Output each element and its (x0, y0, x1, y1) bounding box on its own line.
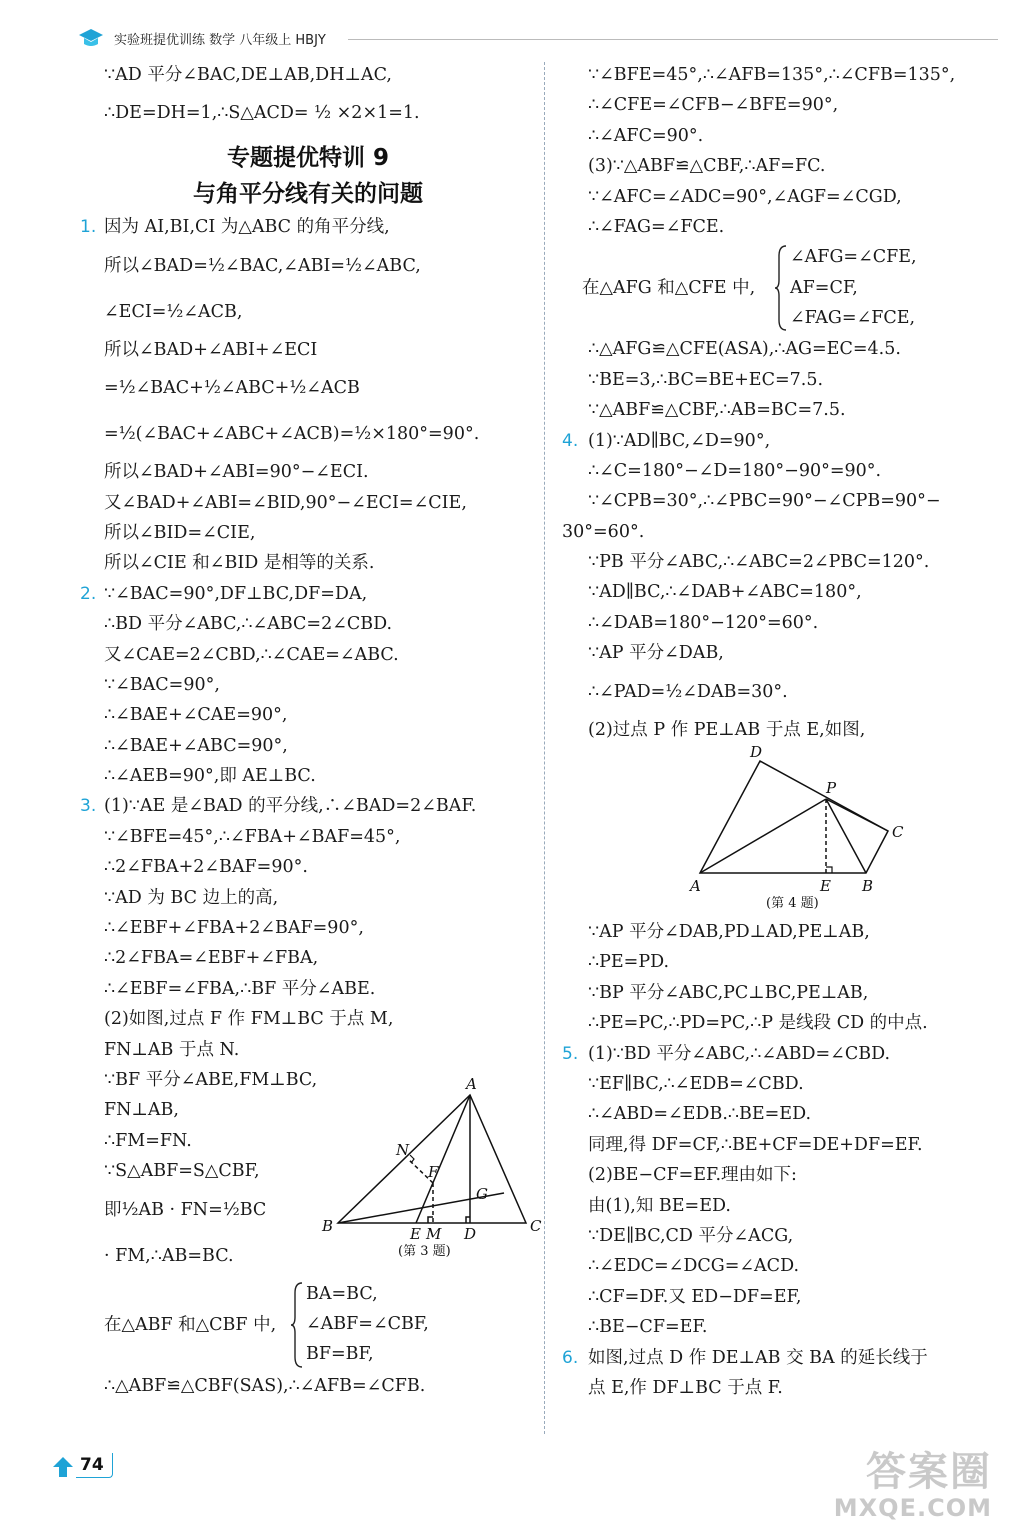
text-line: ∵BF 平分∠ABE,FM⊥BC, (104, 1069, 318, 1090)
text-line: ∵AD 为 BC 边上的高, (104, 887, 279, 908)
question-number: 5. (562, 1043, 579, 1064)
text-line: ∴∠DAB=180°−120°=60°. (588, 612, 819, 633)
figure-caption: (第 3 题) (398, 1244, 451, 1258)
text-line: · FM,∴AB=BC. (104, 1245, 234, 1266)
text-line: ∴2∠FBA=∠EBF+∠FBA, (104, 948, 319, 969)
text-line: ∴∠EDC=∠DCG=∠ACD. (588, 1256, 800, 1277)
text-line: ∵AD∥BC,∴∠DAB+∠ABC=180°, (588, 582, 862, 603)
figure-label: P (826, 779, 837, 798)
question-number: 1. (80, 217, 97, 238)
text-line: ∵∠BFE=45°,∴∠AFB=135°,∴∠CFB=135°, (588, 65, 956, 85)
brace-item: AF=CF, (790, 277, 858, 298)
text-line: ∵S△ABF=S△CBF, (104, 1161, 260, 1182)
text-line: ∵BP 平分∠ABC,PC⊥BC,PE⊥AB, (588, 982, 869, 1003)
watermark (812, 1440, 998, 1530)
text-line: 因为 AI,BI,CI 为△ABC 的角平分线, (104, 217, 390, 238)
text-line: ∵∠CPB=30°,∴∠PBC=90°−∠CPB=90°− (588, 491, 941, 512)
question-number: 4. (562, 430, 579, 451)
text-line: 所以∠BAD=½∠BAC,∠ABI=½∠ABC, (104, 255, 421, 276)
text-line: ∴∠ABD=∠EDB.∴BE=ED. (588, 1104, 812, 1125)
brace-item: ∠ABF=∠CBF, (306, 1313, 429, 1334)
text-line: ∵∠AFC=∠ADC=90°,∠AGF=∠CGD, (588, 186, 902, 207)
question-2 (80, 579, 536, 792)
figure-label: D (750, 745, 763, 762)
text-line: ∴PE=PD. (588, 952, 670, 973)
text-line: ∴∠EBF+∠FBA+2∠BAF=90°, (104, 918, 364, 939)
text-line: ∴2∠FBA+2∠BAF=90°. (104, 857, 308, 878)
figure-label: E (410, 1225, 421, 1244)
text-line: ∵DE∥BC,CD 平分∠ACG, (588, 1225, 794, 1246)
text-line: ∴△AFG≌△CFE(ASA),∴AG=EC=4.5. (588, 339, 901, 360)
brace-item: ∠AFG=∠CFE, (790, 247, 917, 268)
figure-label: C (530, 1217, 542, 1236)
graduation-cap-icon (78, 26, 104, 50)
figure-3 (316, 1073, 544, 1257)
text-line: ∵∠BAC=90°,DF⊥BC,DF=DA, (104, 583, 368, 604)
text-line: ∵∠BAC=90°, (104, 674, 220, 695)
question-number: 3. (80, 796, 97, 817)
figure-4 (682, 745, 912, 917)
text-line: ∵EF∥BC,∴∠EDB=∠CBD. (588, 1073, 804, 1094)
text-line: ∴∠C=180°−∠D=180°−90°=90°. (588, 460, 882, 481)
figure-label: N (396, 1141, 410, 1160)
question-5 (562, 1039, 1008, 1343)
text-line: (1)∵AE 是∠BAD 的平分线,∴∠BAD=2∠BAF. (104, 796, 477, 817)
figure-caption: (第 4 题) (766, 896, 819, 912)
text-line: 由(1),知 BE=ED. (588, 1195, 731, 1216)
figure-4-wrap (562, 745, 1008, 917)
text-line: ∴FM=FN. (104, 1130, 192, 1151)
text-line: 点 E,作 DF⊥BC 于点 F. (588, 1377, 783, 1398)
header-rule (348, 39, 998, 40)
left-column (80, 60, 542, 1401)
text-line: (2)过点 P 作 PE⊥AB 于点 E,如图, (588, 719, 866, 740)
page-header (78, 24, 998, 54)
text-line: (2)BE−CF=EF.理由如下: (588, 1165, 797, 1186)
figure-label: E (820, 877, 831, 896)
brace-item: ∠FAG=∠FCE, (790, 308, 916, 329)
text-line: ∴∠PAD=½∠DAB=30°. (588, 681, 788, 702)
text-line: ∴DE=DH=1,∴S△ACD= ½ ×2×1=1. (104, 103, 420, 124)
text-line: ∴∠FAG=∠FCE. (588, 216, 725, 237)
text-line: ∠ECI=½∠ACB, (104, 301, 243, 322)
question-4 (562, 426, 1008, 1039)
figure-label: F (428, 1163, 439, 1182)
text-line: =½∠BAC+½∠ABC+½∠ACB (104, 378, 360, 399)
text-line: ∵AP 平分∠DAB, (588, 643, 724, 664)
equation-system (562, 242, 1008, 334)
text-line: 所以∠BAD+∠ABI=90°−∠ECI. (104, 462, 369, 483)
text-line: ∴BD 平分∠ABC,∴∠ABC=2∠CBD. (104, 614, 393, 635)
text-line: ∵AP 平分∠DAB,PD⊥AD,PE⊥AB, (588, 922, 870, 943)
question-1 (80, 212, 536, 578)
text-line: ∴CF=DF.又 ED−DF=EF, (588, 1286, 802, 1307)
text-line: ∴△ABF≌△CBF(SAS),∴∠AFB=∠CFB. (104, 1375, 426, 1396)
page-number-text: 74 (80, 1455, 104, 1475)
question-number: 2. (80, 583, 97, 604)
figure-label: B (322, 1217, 334, 1236)
text-line: 又∠CAE=2∠CBD,∴∠CAE=∠ABC. (104, 644, 399, 665)
figure-label: B (862, 877, 874, 896)
text-line: 30°=60°. (562, 521, 645, 542)
text-line: ∴∠AFC=90°. (588, 125, 704, 146)
text-line: (3)∵△ABF≌△CBF,∴AF=FC. (588, 156, 826, 177)
header-title: 实验班提优训练 数学 八年级上 HBJY (114, 33, 326, 48)
watermark-url: MXQE.COM (833, 1494, 992, 1522)
brace-item: BA=BC, (306, 1283, 378, 1304)
figure-label: C (892, 823, 904, 842)
brace-lead: 在△ABF 和△CBF 中, (104, 1314, 277, 1335)
brace-item: BF=BF, (306, 1344, 374, 1365)
text-line: FN⊥AB 于点 N. (104, 1039, 240, 1060)
question-3 (80, 791, 542, 1400)
text-line: FN⊥AB, (104, 1100, 179, 1121)
figure-label: A (690, 877, 701, 896)
brace-icon (290, 1281, 304, 1369)
right-column (562, 60, 1008, 1403)
text-line: ∴∠AEB=90°,即 AE⊥BC. (104, 766, 316, 787)
text-line: ∴PE=PC,∴PD=PC,∴P 是线段 CD 的中点. (588, 1013, 928, 1034)
text-line: ∴∠CFE=∠CFB−∠BFE=90°, (588, 95, 839, 116)
watermark-logo-text: 答案圈 (866, 1449, 992, 1495)
text-line: ∵∠BFE=45°,∴∠FBA+∠BAF=45°, (104, 826, 401, 847)
text-line: ∵AD 平分∠BAC,DE⊥AB,DH⊥AC, (104, 65, 392, 85)
text-line: ∴∠EBF=∠FBA,∴BF 平分∠ABE. (104, 978, 376, 999)
question-3-continued (562, 60, 1008, 426)
text-line: ∴BE−CF=EF. (588, 1317, 708, 1338)
question-number: 6. (562, 1347, 579, 1368)
brace-lead: 在△AFG 和△CFE 中, (582, 278, 756, 299)
text-line: ∴∠BAE+∠ABC=90°, (104, 735, 288, 756)
text-line: ∵△ABF≌△CBF,∴AB=BC=7.5. (588, 400, 846, 421)
text-line: ∵PB 平分∠ABC,∴∠ABC=2∠PBC=120°. (588, 552, 930, 573)
text-line: 即½AB · FN=½BC (104, 1199, 267, 1220)
figure-label: D (464, 1225, 477, 1244)
text-line: 如图,过点 D 作 DE⊥AB 交 BA 的延长线于 (588, 1347, 928, 1368)
equation-system (80, 1279, 536, 1371)
text-line: 所以∠CIE 和∠BID 是相等的关系. (104, 553, 375, 574)
figure-label: A (466, 1075, 477, 1094)
text-line: =½(∠BAC+∠ABC+∠ACB)=½×180°=90°. (104, 424, 480, 445)
section-title: 专题提优特训 9 (226, 145, 389, 172)
text-line: (1)∵BD 平分∠ABC,∴∠ABD=∠CBD. (588, 1043, 891, 1064)
column-divider (544, 62, 545, 1434)
text-line: ∵BE=3,∴BC=BE+EC=7.5. (588, 369, 824, 390)
question-6 (562, 1343, 1008, 1404)
text-line: 又∠BAD+∠ABI=∠BID,90°−∠ECI=∠CIE, (104, 492, 467, 513)
brace-icon (774, 244, 788, 332)
figure-label: G (476, 1185, 488, 1204)
text-line: (1)∵AD∥BC,∠D=90°, (588, 430, 771, 451)
text-line: 同理,得 DF=CF,∴BE+CF=DE+DF=EF. (588, 1134, 923, 1155)
figure-label: M (426, 1225, 442, 1244)
text-line: (2)如图,过点 F 作 FM⊥BC 于点 M, (104, 1009, 394, 1030)
text-line: 所以∠BID=∠CIE, (104, 522, 256, 543)
section-subtitle: 与角平分线有关的问题 (193, 181, 423, 208)
arrow-up-icon (52, 1455, 74, 1479)
text-line: ∴∠BAE+∠CAE=90°, (104, 705, 288, 726)
text-line: 所以∠BAD+∠ABI+∠ECI (104, 339, 318, 360)
page-number (52, 1453, 114, 1481)
